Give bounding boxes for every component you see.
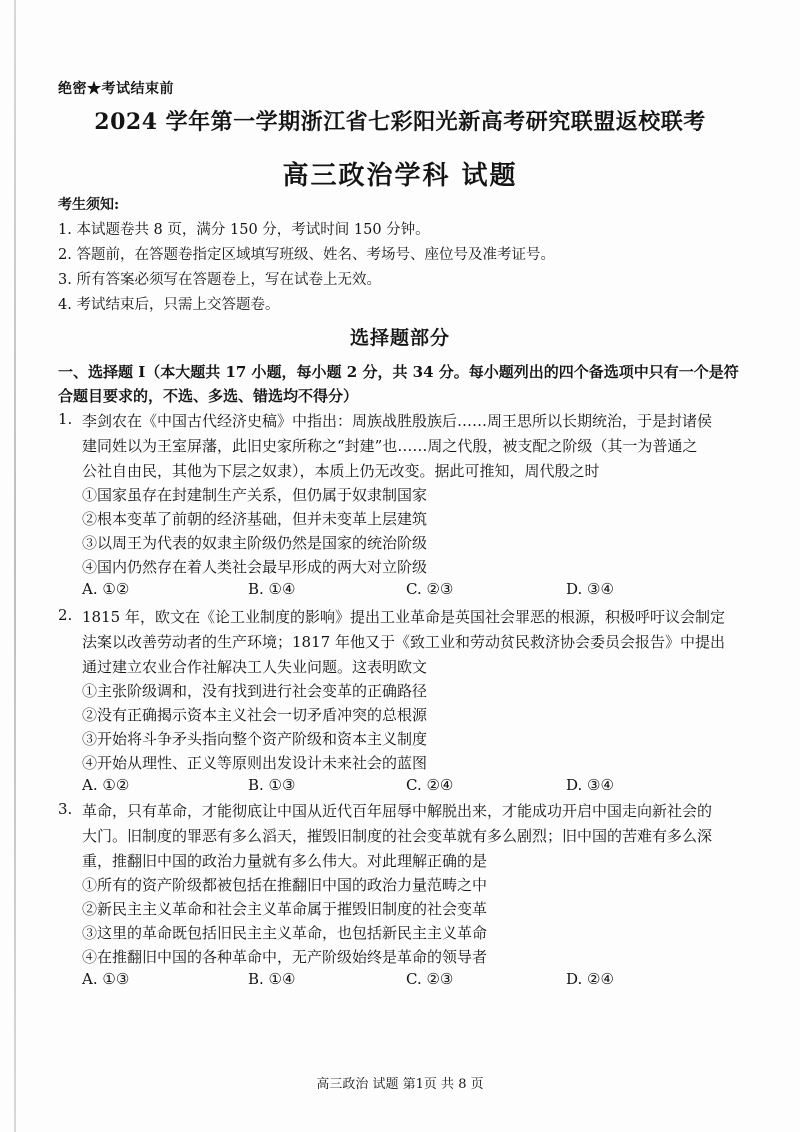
exam-title: 2024 学年第一学期浙江省七彩阳光新高考研究联盟返校联考 (94, 109, 706, 135)
question-statement: ①国家虽存在封建制生产关系，但仍属于奴隶制国家 (82, 486, 428, 504)
question-stem-line: 重，推翻旧中国的政治力量就有多么伟大。对此理解正确的是 (82, 852, 488, 870)
question-stem-line: 公社自由民，其他为下层之奴隶），本质上仍无改变。据此可推知，周代殷之时 (82, 462, 600, 480)
question-stem-line: 李剑农在《中国古代经济史稿》中指出：周族战胜殷族后……周王思所以长期统治，于是封诸侯 (82, 412, 713, 430)
question-number: 3. (58, 800, 73, 818)
answer-option: B. ①③ (248, 776, 296, 794)
answer-option: B. ①④ (248, 970, 296, 988)
question-statement: ①所有的资产阶级都被包括在推翻旧中国的政治力量范畴之中 (82, 876, 488, 894)
answer-option: D. ③④ (566, 776, 614, 794)
question-stem-line: 法案以改善劳动者的生产环境；1817 年他又于《致工业和劳动贫民救济协会委员会报告》中提出 (82, 633, 725, 651)
question-statement: ④开始从理性、正义等原则出发设计未来社会的蓝图 (82, 754, 428, 772)
answer-option: D. ③④ (566, 580, 614, 598)
answer-option: A. ①② (82, 776, 130, 794)
question-number: 1. (58, 410, 73, 428)
question-stem-line: 通过建立农业合作社解决工人失业问题。这表明欧文 (82, 658, 428, 676)
section-instruction-line: 一、选择题 I（本大题共 17 小题，每小题 2 分，共 34 分。每小题列出的四个备选项中只有一个是符 (58, 363, 739, 381)
page-footer: 高三政治 试题 第1页 共 8 页 (316, 1077, 484, 1092)
question-statement: ①主张阶级调和，没有找到进行社会变革的正确路径 (82, 682, 428, 700)
answer-option: C. ②③ (406, 970, 454, 988)
section-instruction-line: 合题目要求的，不选、多选、错选均不得分） (58, 387, 359, 405)
question-statement: ④在推翻旧中国的各种革命中，无产阶级始终是革命的领导者 (82, 948, 488, 966)
question-stem-line: 建同姓以为王室屏藩，此旧史家所称之“封建”也……周之代殷，被支配之阶级（其一为普通之 (82, 437, 698, 455)
question-statement: ②新民主主义革命和社会主义革命属于摧毁旧制度的社会变革 (82, 900, 488, 918)
notice-item: 2. 答题前，在答题卷指定区域填写班级、姓名、考场号、座位号及准考证号。 (58, 247, 555, 263)
question-statement: ④国内仍然存在着人类社会最早形成的两大对立阶级 (82, 558, 428, 576)
exam-subtitle: 高三政治学科 试题 (282, 161, 518, 191)
question-statement: ②根本变革了前朝的经济基础，但并未变革上层建筑 (82, 510, 428, 528)
question-statement: ②没有正确揭示资本主义社会一切矛盾冲突的总根源 (82, 706, 428, 724)
answer-option: A. ①② (82, 580, 130, 598)
notice-item: 4. 考试结束后，只需上交答题卷。 (58, 297, 280, 313)
question-stem-line: 革命，只有革命，才能彻底让中国从近代百年屈辱中解脱出来，才能成功开启中国走向新社会的 (82, 802, 713, 820)
answer-option: B. ①④ (248, 580, 296, 598)
answer-option: D. ②④ (566, 970, 614, 988)
secret-label: 绝密★考试结束前 (58, 81, 174, 97)
question-number: 2. (58, 606, 73, 624)
section-title: 选择题部分 (349, 327, 450, 349)
question-statement: ③开始将斗争矛头指向整个资产阶级和资本主义制度 (82, 730, 428, 748)
question-statement: ③这里的革命既包括旧民主主义革命，也包括新民主主义革命 (82, 924, 488, 942)
answer-option: A. ①③ (82, 970, 130, 988)
notice-heading: 考生须知: (58, 197, 120, 213)
answer-option: C. ②③ (406, 580, 454, 598)
question-stem-line: 大门。旧制度的罪恶有多么滔天，摧毁旧制度的社会变革就有多么剧烈；旧中国的苦难有多么深 (82, 827, 713, 845)
notice-item: 3. 所有答案必须写在答题卷上，写在试卷上无效。 (58, 272, 381, 288)
question-statement: ③以周王为代表的奴隶主阶级仍然是国家的统治阶级 (82, 534, 428, 552)
question-stem-line: 1815 年，欧文在《论工业制度的影响》提出工业革命是英国社会罪恶的根源，积极呼吁议会制定 (82, 608, 725, 626)
answer-option: C. ②④ (406, 776, 454, 794)
notice-item: 1. 本试题卷共 8 页，满分 150 分，考试时间 150 分钟。 (58, 222, 430, 238)
